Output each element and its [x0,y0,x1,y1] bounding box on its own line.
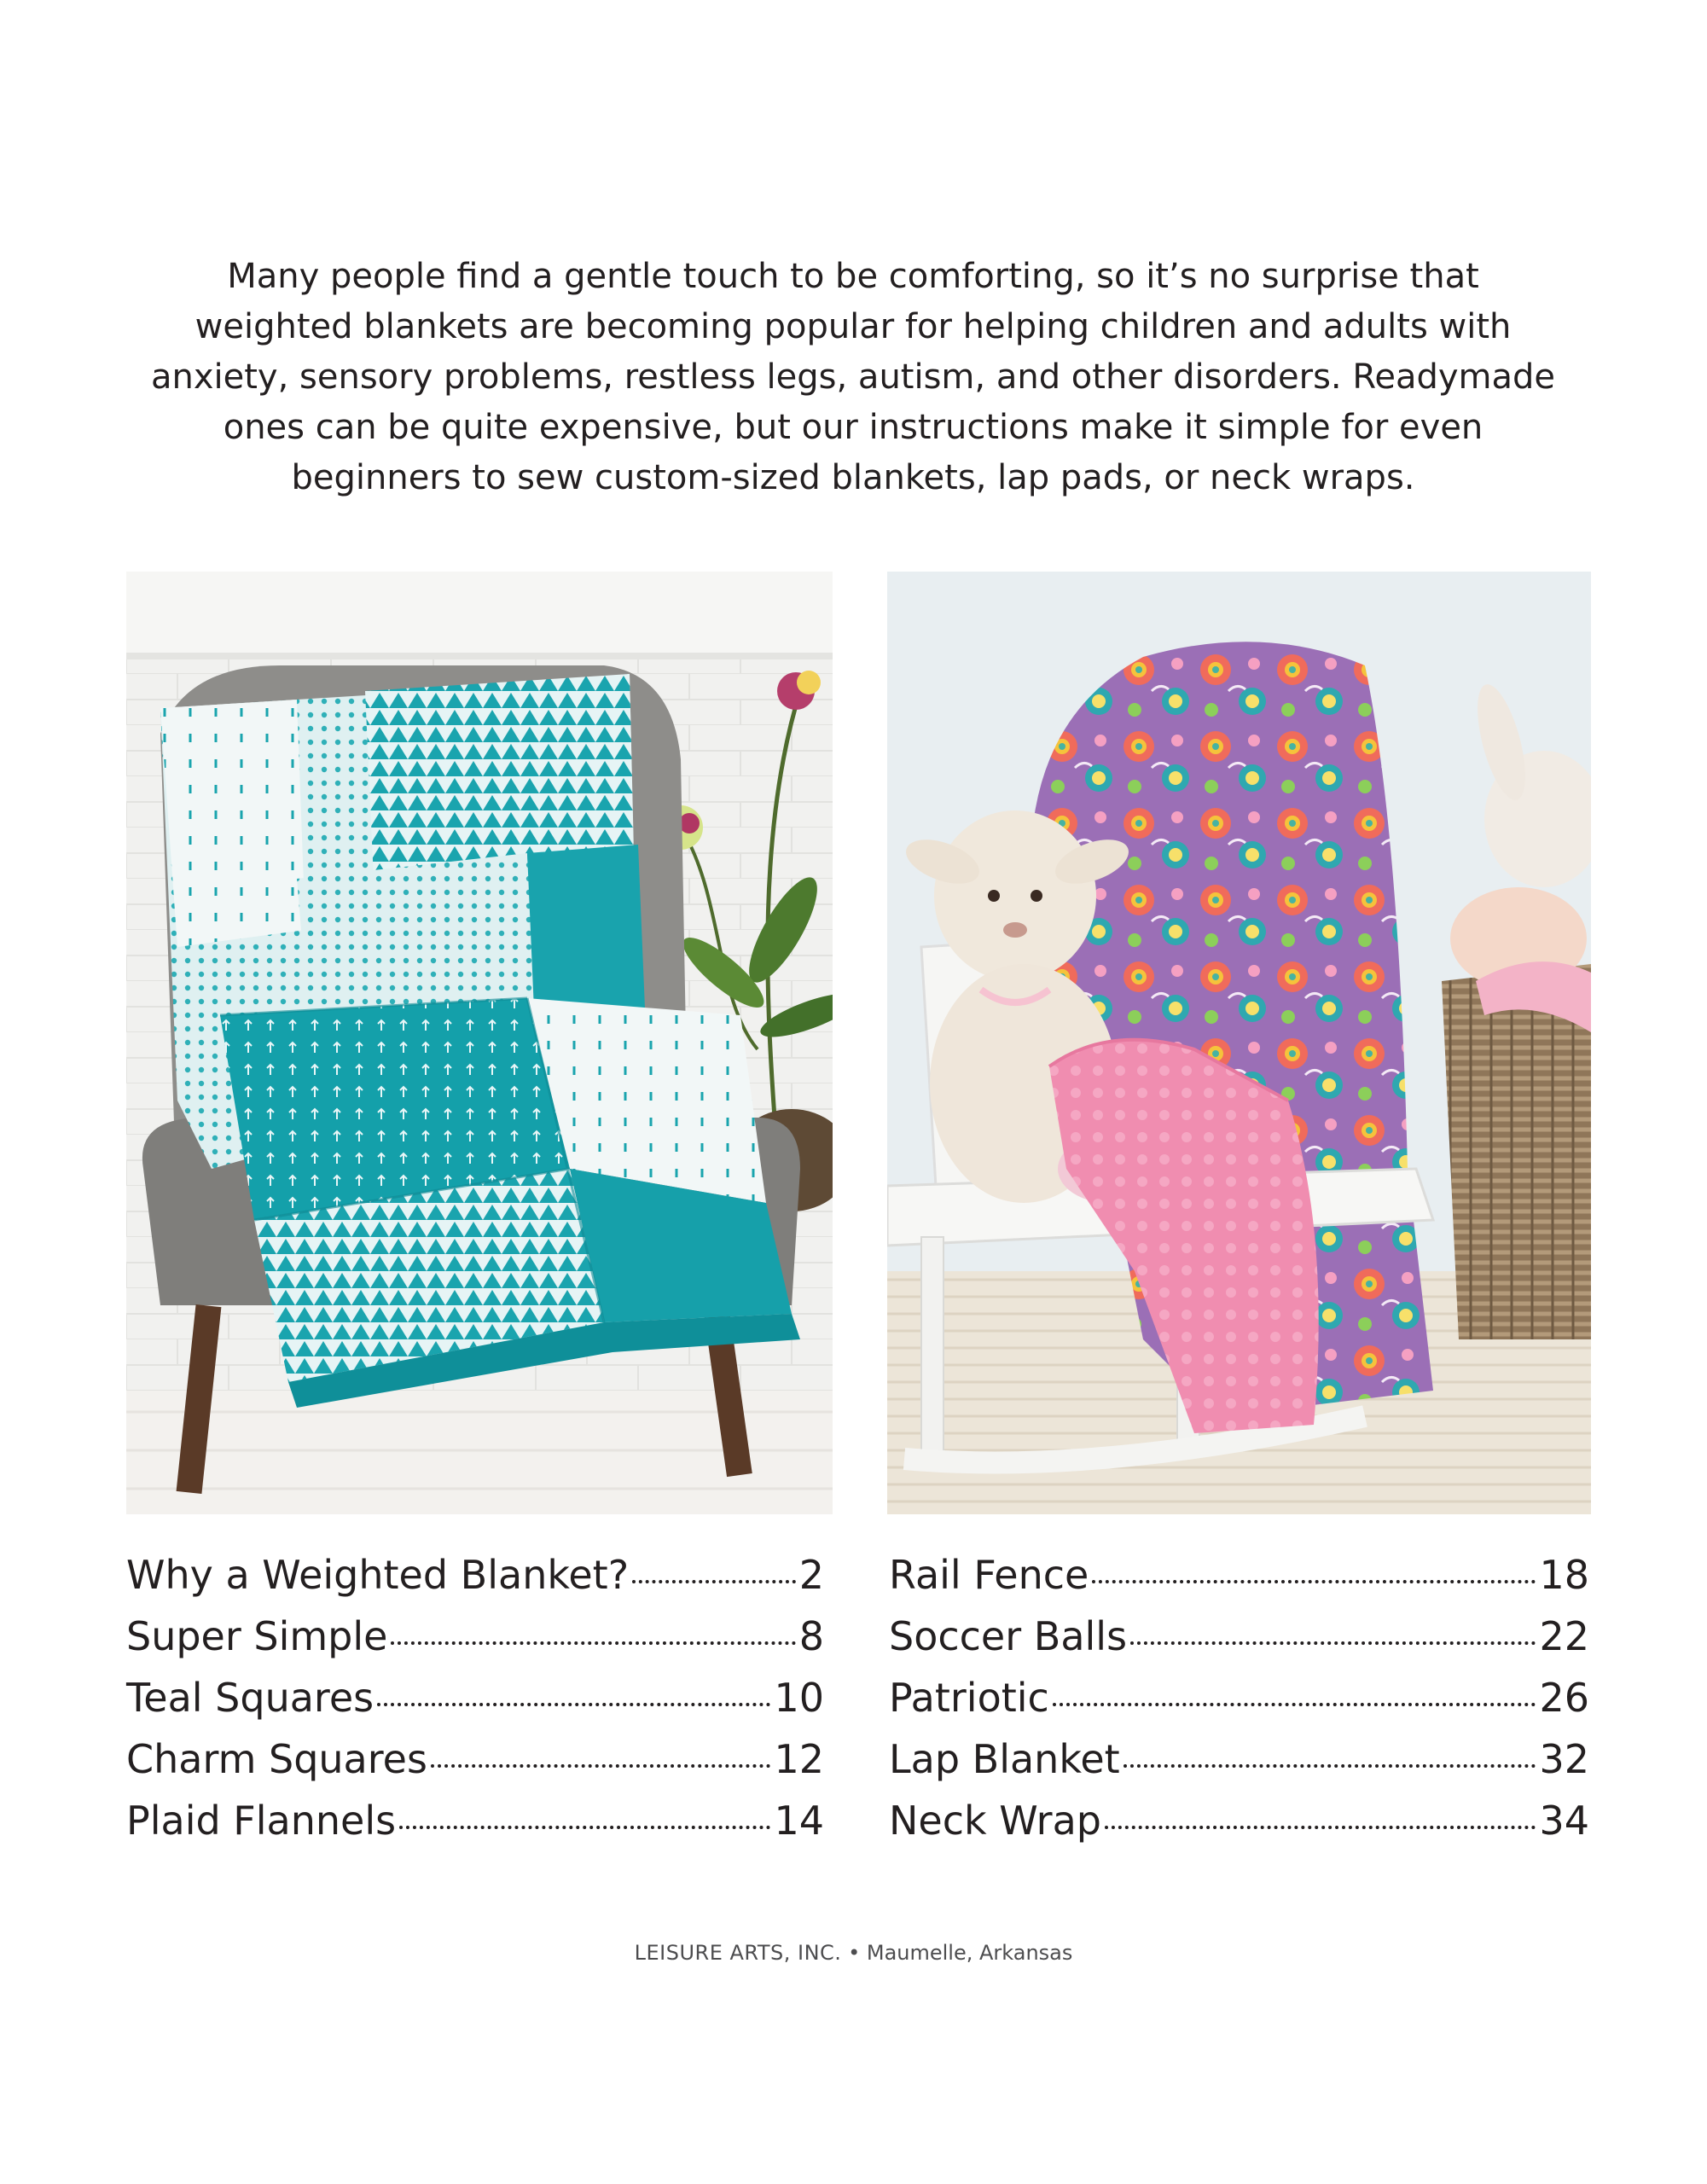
toc-page-number: 8 [798,1613,824,1659]
contents-list-left [126,1544,824,1851]
toc-title: Neck Wrap [889,1798,1101,1844]
dot-leader [1053,1703,1536,1706]
toc-entry-rail-fence[interactable] [889,1544,1589,1606]
dot-leader [399,1826,770,1829]
toc-entry-teal-squares[interactable] [126,1667,824,1728]
teal-blanket-illustration [126,572,833,1514]
rocking-chair-blankets-photo [887,572,1591,1514]
toc-title: Patriotic [889,1675,1049,1721]
intro-line: Many people find a gentle touch to be comforting, so it’s no surprise that [227,257,1479,296]
intro-line: weighted blankets are becoming popular for helping children and adults with [195,307,1512,346]
toc-title: Why a Weighted Blanket? [126,1552,630,1598]
publisher-footer [0,1941,1707,1965]
intro-paragraph [128,252,1578,503]
publisher-location: Maumelle, Arkansas [866,1941,1073,1965]
toc-page-number: 22 [1539,1613,1589,1659]
dot-leader [431,1764,771,1768]
toc-page-number: 14 [774,1798,824,1844]
dot-leader [1092,1580,1536,1583]
intro-line: beginners to sew custom-sized blankets, lap pads, or neck wraps. [291,458,1415,497]
toc-entry-why-weighted-blanket[interactable] [126,1544,824,1606]
toc-title: Super Simple [126,1613,388,1659]
toc-title: Lap Blanket [889,1736,1120,1782]
toc-title: Rail Fence [889,1552,1089,1598]
contents-list-right [889,1544,1589,1851]
dot-leader [632,1580,796,1583]
toc-page-number: 10 [774,1675,824,1721]
toc-entry-neck-wrap[interactable] [889,1790,1589,1851]
toc-page-number: 2 [798,1552,824,1598]
toc-page-number: 18 [1539,1552,1589,1598]
toc-title: Teal Squares [126,1675,374,1721]
teal-blanket-photo [126,572,833,1514]
intro-line: anxiety, sensory problems, restless legs, autism, and other disorders. Readymade [150,357,1556,397]
dot-leader [1105,1826,1536,1829]
intro-line: ones can be quite expensive, but our instructions make it simple for even [223,408,1483,447]
toc-page-number: 26 [1539,1675,1589,1721]
dot-leader [377,1703,770,1706]
publisher-name: LEISURE ARTS, INC. [634,1941,842,1965]
toc-page-number: 34 [1539,1798,1589,1844]
dot-leader [1123,1764,1536,1768]
toc-title: Soccer Balls [889,1613,1128,1659]
dot-leader [391,1641,795,1645]
toc-entry-lap-blanket[interactable] [889,1728,1589,1790]
dot-leader [1130,1641,1536,1645]
toc-page-number: 12 [774,1736,824,1782]
footer-separator: • [848,1941,861,1965]
toc-entry-plaid-flannels[interactable] [126,1790,824,1851]
rocking-chair-illustration [887,572,1591,1514]
toc-entry-super-simple[interactable] [126,1606,824,1667]
toc-entry-soccer-balls[interactable] [889,1606,1589,1667]
toc-title: Plaid Flannels [126,1798,397,1844]
toc-entry-charm-squares[interactable] [126,1728,824,1790]
toc-title: Charm Squares [126,1736,427,1782]
toc-entry-patriotic[interactable] [889,1667,1589,1728]
toc-page-number: 32 [1539,1736,1589,1782]
